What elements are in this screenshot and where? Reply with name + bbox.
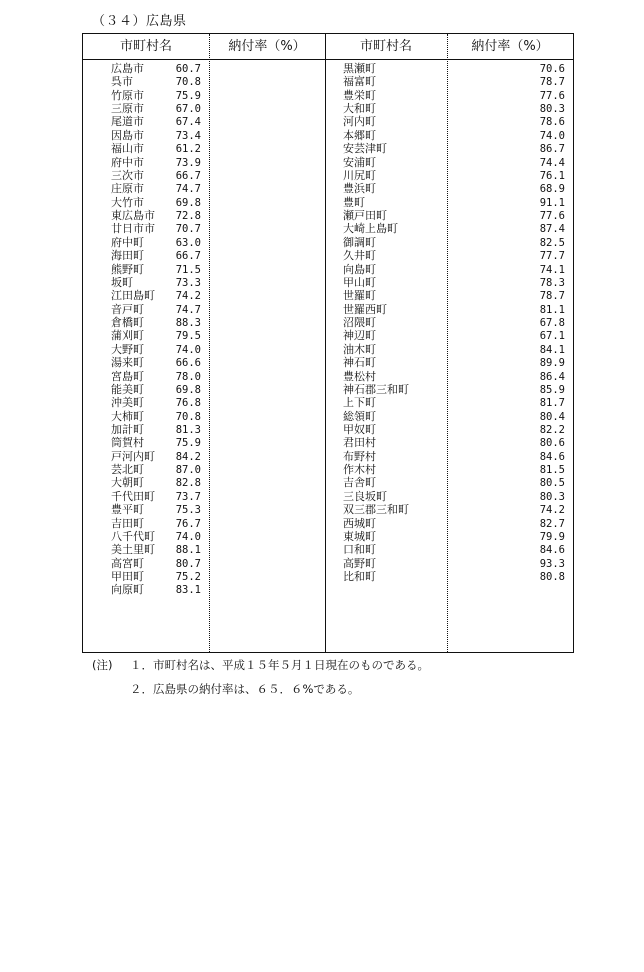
row-rate: 74.0 bbox=[175, 343, 201, 356]
row-rate: 66.7 bbox=[175, 169, 201, 182]
row-rate: 70.6 bbox=[539, 63, 565, 75]
row-name: 東広島市 bbox=[111, 209, 155, 223]
row-name: 高野町 bbox=[343, 556, 376, 570]
row-rate: 75.9 bbox=[175, 89, 201, 102]
row-name: 府中市 bbox=[111, 155, 144, 169]
row-rate: 75.2 bbox=[175, 571, 201, 584]
row-rate: 75.9 bbox=[175, 437, 201, 450]
row-rate: 76.1 bbox=[539, 169, 565, 182]
row-name: 大崎上島町 bbox=[343, 222, 398, 236]
row-rate: 78.3 bbox=[539, 276, 565, 289]
row-rate: 74.4 bbox=[539, 156, 565, 169]
row-name: 大和町 bbox=[343, 102, 376, 116]
row-name: 豊松村 bbox=[343, 369, 376, 383]
row-rate: 83.1 bbox=[175, 584, 201, 597]
row-name: 府中町 bbox=[111, 235, 144, 249]
row-name: 八千代町 bbox=[111, 529, 155, 543]
row-name: 芸北町 bbox=[111, 463, 144, 477]
row-name: 沖美町 bbox=[111, 396, 144, 410]
row-rate: 66.6 bbox=[175, 357, 201, 370]
row-name: 江田島町 bbox=[111, 289, 155, 303]
row-rate: 74.7 bbox=[175, 183, 201, 196]
row-rate: 80.4 bbox=[539, 410, 565, 423]
row-name: 千代田町 bbox=[111, 489, 155, 503]
row-name: 蒲刈町 bbox=[111, 329, 144, 343]
note-1: １．市町村名は、平成１５年５月１日現在のものである。 bbox=[130, 658, 429, 672]
row-name: 加計町 bbox=[111, 422, 144, 436]
row-rate: 89.9 bbox=[539, 357, 565, 370]
row-rate: 84.6 bbox=[539, 450, 565, 463]
row-rate: 74.2 bbox=[539, 504, 565, 517]
row-name: 東城町 bbox=[343, 529, 376, 543]
row-name: 豊平町 bbox=[111, 503, 144, 517]
row-name: 総領町 bbox=[343, 409, 376, 423]
row-rate: 86.4 bbox=[539, 370, 565, 383]
row-rate: 73.4 bbox=[175, 129, 201, 142]
row-name: 川尻町 bbox=[343, 168, 376, 182]
row-name: 本郷町 bbox=[343, 128, 376, 142]
row-rate: 77.7 bbox=[539, 250, 565, 263]
row-name: 音戸町 bbox=[111, 302, 144, 316]
row-name: 福山市 bbox=[111, 142, 144, 156]
page-title: （３４）広島県 bbox=[92, 14, 187, 29]
note-label: (注) bbox=[92, 658, 113, 672]
row-name: 久井町 bbox=[343, 249, 376, 263]
row-rate: 60.7 bbox=[175, 63, 201, 75]
row-name: 上下町 bbox=[343, 396, 376, 410]
row-name: 比和町 bbox=[343, 570, 376, 584]
row-rate: 82.5 bbox=[539, 236, 565, 249]
row-rate: 68.9 bbox=[539, 183, 565, 196]
row-name: 豊浜町 bbox=[343, 182, 376, 196]
row-name: 三良坂町 bbox=[343, 489, 387, 503]
row-name: 因島市 bbox=[111, 128, 144, 142]
row-name: 神石郡三和町 bbox=[343, 382, 409, 396]
row-rate: 78.6 bbox=[539, 116, 565, 129]
row-rate: 73.3 bbox=[175, 276, 201, 289]
row-name: 宮島町 bbox=[111, 369, 144, 383]
row-rate: 73.9 bbox=[175, 156, 201, 169]
row-rate: 71.5 bbox=[175, 263, 201, 276]
row-name: 世羅町 bbox=[343, 289, 376, 303]
row-rate: 81.5 bbox=[539, 464, 565, 477]
row-rate: 70.8 bbox=[175, 410, 201, 423]
row-rate: 80.7 bbox=[175, 557, 201, 570]
row-rate: 88.1 bbox=[175, 544, 201, 557]
row-name: 向島町 bbox=[343, 262, 376, 276]
row-rate: 81.7 bbox=[539, 397, 565, 410]
row-name: 神辺町 bbox=[343, 329, 376, 343]
header-name-right: 市町村名 bbox=[359, 39, 412, 54]
row-name: 甲山町 bbox=[343, 275, 376, 289]
header-name-left: 市町村名 bbox=[119, 39, 172, 54]
row-name: 呉市 bbox=[111, 75, 133, 89]
row-rate: 63.0 bbox=[175, 236, 201, 249]
row-name: 能美町 bbox=[111, 382, 144, 396]
row-name: 豊栄町 bbox=[343, 88, 376, 102]
row-rate: 76.8 bbox=[175, 397, 201, 410]
row-name: 吉舎町 bbox=[343, 476, 376, 490]
row-rate: 67.0 bbox=[175, 103, 201, 116]
row-name: 吉田町 bbox=[111, 516, 144, 530]
row-rate: 74.0 bbox=[539, 129, 565, 142]
row-name: 三原市 bbox=[111, 102, 144, 116]
row-name: 黒瀬町 bbox=[343, 62, 376, 75]
row-name: 廿日市市 bbox=[111, 222, 155, 236]
row-name: 湯来町 bbox=[111, 356, 144, 370]
row-name: 河内町 bbox=[343, 115, 376, 129]
row-name: 広島市 bbox=[111, 62, 144, 75]
row-name: 大野町 bbox=[111, 342, 144, 356]
row-name: 甲奴町 bbox=[343, 422, 376, 436]
row-rate: 74.7 bbox=[175, 303, 201, 316]
row-rate: 78.0 bbox=[175, 370, 201, 383]
row-rate: 74.0 bbox=[175, 530, 201, 543]
divider-dotted-left bbox=[209, 34, 210, 652]
divider-dotted-right bbox=[447, 34, 448, 652]
row-rate: 80.5 bbox=[539, 477, 565, 490]
row-rate: 87.4 bbox=[539, 223, 565, 236]
row-name: 沼隈町 bbox=[343, 316, 376, 330]
row-name: 三次市 bbox=[111, 168, 144, 182]
row-rate: 76.7 bbox=[175, 517, 201, 530]
row-name: 大柿町 bbox=[111, 409, 144, 423]
header-rate-right: 納付率（%） bbox=[471, 39, 549, 54]
row-name: 庄原市 bbox=[111, 182, 144, 196]
row-rate: 87.0 bbox=[175, 464, 201, 477]
row-rate: 84.2 bbox=[175, 450, 201, 463]
row-name: 福富町 bbox=[343, 75, 376, 89]
row-name: 御調町 bbox=[343, 235, 376, 249]
row-rate: 82.2 bbox=[539, 423, 565, 436]
row-rate: 61.2 bbox=[175, 143, 201, 156]
row-rate: 74.2 bbox=[175, 290, 201, 303]
row-rate: 81.1 bbox=[539, 303, 565, 316]
row-rate: 80.8 bbox=[539, 571, 565, 584]
row-rate: 70.8 bbox=[175, 76, 201, 89]
row-rate: 67.8 bbox=[539, 317, 565, 330]
row-rate: 93.3 bbox=[539, 557, 565, 570]
row-name: 大竹市 bbox=[111, 195, 144, 209]
header-rule bbox=[83, 59, 573, 60]
row-name: 竹原市 bbox=[111, 88, 144, 102]
row-rate: 75.3 bbox=[175, 504, 201, 517]
row-rate: 79.5 bbox=[175, 330, 201, 343]
row-name: 双三郡三和町 bbox=[343, 503, 409, 517]
row-rate: 80.6 bbox=[539, 437, 565, 450]
row-name: 布野村 bbox=[343, 449, 376, 463]
row-rate: 80.3 bbox=[539, 103, 565, 116]
row-name: 美土里町 bbox=[111, 543, 155, 557]
row-rate: 78.7 bbox=[539, 290, 565, 303]
row-name: 西城町 bbox=[343, 516, 376, 530]
row-rate: 84.1 bbox=[539, 343, 565, 356]
row-name: 甲田町 bbox=[111, 570, 144, 584]
row-rate: 69.8 bbox=[175, 196, 201, 209]
row-name: 口和町 bbox=[343, 543, 376, 557]
row-name: 倉橋町 bbox=[111, 316, 144, 330]
row-name: 大朝町 bbox=[111, 476, 144, 490]
row-name: 安芸津町 bbox=[343, 142, 387, 156]
row-rate: 79.9 bbox=[539, 530, 565, 543]
row-rate: 73.7 bbox=[175, 490, 201, 503]
note-2: ２．広島県の納付率は、６５．６%である。 bbox=[130, 682, 360, 696]
row-rate: 77.6 bbox=[539, 210, 565, 223]
row-rate: 91.1 bbox=[539, 196, 565, 209]
rate-table bbox=[82, 33, 574, 653]
row-rate: 66.7 bbox=[175, 250, 201, 263]
row-rate: 74.1 bbox=[539, 263, 565, 276]
row-rate: 85.9 bbox=[539, 383, 565, 396]
row-name: 油木町 bbox=[343, 342, 376, 356]
row-name: 高宮町 bbox=[111, 556, 144, 570]
row-rate: 82.8 bbox=[175, 477, 201, 490]
row-rate: 78.7 bbox=[539, 76, 565, 89]
row-rate: 69.8 bbox=[175, 383, 201, 396]
row-rate: 70.7 bbox=[175, 223, 201, 236]
row-name: 君田村 bbox=[343, 436, 376, 450]
row-name: 海田町 bbox=[111, 249, 144, 263]
row-rate: 82.7 bbox=[539, 517, 565, 530]
divider-center bbox=[325, 34, 326, 652]
row-name: 豊町 bbox=[343, 195, 365, 209]
row-name: 坂町 bbox=[111, 275, 133, 289]
row-name: 向原町 bbox=[111, 583, 144, 597]
row-name: 安浦町 bbox=[343, 155, 376, 169]
row-name: 筒賀村 bbox=[111, 436, 144, 450]
row-rate: 67.1 bbox=[539, 330, 565, 343]
row-rate: 81.3 bbox=[175, 423, 201, 436]
row-rate: 72.8 bbox=[175, 210, 201, 223]
row-rate: 77.6 bbox=[539, 89, 565, 102]
row-name: 作木村 bbox=[343, 463, 376, 477]
row-rate: 67.4 bbox=[175, 116, 201, 129]
row-name: 尾道市 bbox=[111, 115, 144, 129]
row-name: 熊野町 bbox=[111, 262, 144, 276]
header-rate-left: 納付率（%） bbox=[228, 39, 306, 54]
row-name: 瀬戸田町 bbox=[343, 209, 387, 223]
row-rate: 86.7 bbox=[539, 143, 565, 156]
row-name: 戸河内町 bbox=[111, 449, 155, 463]
row-rate: 88.3 bbox=[175, 317, 201, 330]
row-name: 神石町 bbox=[343, 356, 376, 370]
row-rate: 80.3 bbox=[539, 490, 565, 503]
row-name: 世羅西町 bbox=[343, 302, 387, 316]
row-rate: 84.6 bbox=[539, 544, 565, 557]
